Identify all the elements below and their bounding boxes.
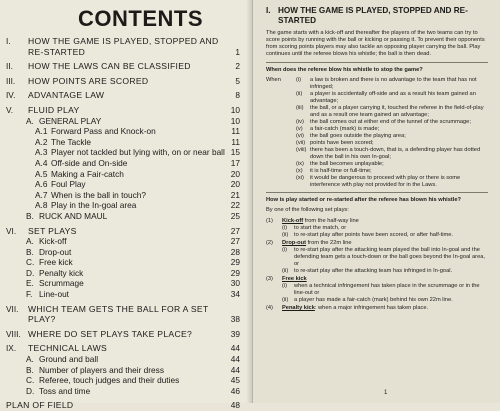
toc-entry-number: VI. [6,225,17,236]
toc-entry-number: A. [26,236,34,247]
toc-entry-title: Number of players and their dress [39,364,164,375]
toc-entry-page: 30 [230,278,240,289]
toc-entry-title: HOW POINTS ARE SCORED [28,75,149,86]
condition-text: a law is broken and there is no advantage to the team that has not infringed; [310,77,477,90]
toc-entry-title: Off-side and On-side [51,157,128,168]
toc-entry-page: 8 [235,90,240,101]
toc-entry-number: II. [6,61,13,72]
set-play-description: from the half-way line [303,218,359,224]
toc-entry-number: VII. [6,303,19,314]
case-numeral: (i) [282,225,288,231]
chapter-number: I. [266,6,271,15]
case-text: a player has made a fair-catch (mark) behind his own 22m line. [294,297,453,303]
toc-entry-page: 20 [230,168,240,179]
toc-entry-number: D. [26,385,35,396]
set-play-case [266,268,488,275]
chapter-title: HOW THE GAME IS PLAYED, STOPPED AND RE-STARTED [278,6,468,25]
toc-entry-page: 29 [230,267,240,278]
toc-entry [6,116,246,127]
case-text: to re-start play after points have been scored, or after half-time. [294,232,454,238]
condition-text: a fair-catch (mark) is made; [310,126,380,132]
toc-entry-title: Play in the In-goal area [51,200,137,211]
toc-entry-title: TECHNICAL LAWS [28,343,108,354]
toc-entry-title: Forward Pass and Knock-on [51,126,156,137]
intro-paragraph: The game starts with a kick-off and thereafter the players of the two teams can try to score points by running with the ball or kicking or passing it. To prevent their opponents from scoring points players may also tackle an opposing player carrying the ball. Play continues until the referee blows his whistle; the ball is then dead. [266,30,485,57]
toc-entry [6,289,246,300]
whistle-condition [266,119,488,126]
toc-entry-number: B. [26,246,34,257]
toc-entry-page: 44 [230,343,240,354]
toc-entry [6,343,246,354]
condition-text: it is half-time or full-time; [310,168,372,174]
condition-text: points have been scored; [310,140,374,146]
toc-entry-page: 5 [235,75,240,86]
toc-entry-number: E. [26,278,34,289]
toc-entry-number: VIII. [6,328,21,339]
set-play-case [266,297,488,304]
toc-entry-number: D. [26,267,35,278]
chapter-body [266,30,488,312]
toc-entry-page: 15 [230,147,240,158]
chapter-heading [266,6,492,26]
table-of-contents [6,36,246,411]
condition-numeral: (v) [296,126,303,132]
toc-entry-page: 44 [230,354,240,365]
toc-entry-title: The Tackle [51,136,91,147]
toc-entry-page: 48 [230,400,240,411]
toc-entry-number: IV. [6,90,16,101]
toc-entry [6,169,246,180]
toc-entry-title: Drop-out [39,246,72,257]
toc-entry [6,126,246,137]
toc-entry-page: 27 [230,225,240,236]
toc-entry-title: SET PLAYS [28,225,77,236]
toc-entry-title: PLAN OF FIELD [6,400,74,411]
condition-text: the ball becomes unplayable; [310,161,384,167]
toc-entry [6,304,246,325]
whistle-condition [266,168,488,175]
toc-entry [6,147,246,158]
set-play-name: Kick-off [282,218,304,224]
toc-entry-page: 20 [230,179,240,190]
toc-entry-title: GENERAL PLAY [39,115,102,126]
set-play-name: Drop-out [282,240,307,246]
set-play [266,276,488,283]
toc-entry [6,61,246,72]
toc-entry [6,36,246,57]
toc-entry [6,386,246,397]
toc-entry [6,179,246,190]
toc-entry [6,329,246,340]
toc-entry-number: I. [6,36,11,46]
toc-entry-title: FLUID PLAY [28,104,80,115]
toc-entry [6,400,246,411]
toc-entry [6,268,246,279]
condition-numeral: (viii) [296,147,307,153]
condition-numeral: (xi) [296,175,304,181]
condition-text: the ball goes outside the playing area; [310,133,406,139]
toc-entry-number: C. [26,375,35,386]
page-number: 1 [384,390,388,396]
toc-entry [6,211,246,222]
set-play-number: (3) [266,276,273,282]
whistle-condition [266,126,488,133]
toc-entry-number: B. [26,364,34,375]
toc-entry [6,90,246,101]
set-play-case [266,283,488,297]
condition-numeral: (iii) [296,105,304,111]
set-play-number: (4) [266,305,273,311]
case-text: to re-start play after the attacking team played the ball into In-goal and the defending team gets a touch-down or the ball goes beyond the In-goal area, or [294,247,485,267]
toc-entry-page: 45 [230,375,240,386]
case-numeral: (i) [282,247,288,253]
toc-entry-title: Ground and ball [39,354,99,365]
toc-entry-page: 17 [230,157,240,168]
whistle-condition [266,161,488,168]
toc-entry [6,278,246,289]
toc-entry [6,365,246,376]
toc-entry-page: 22 [230,200,240,211]
set-play-name: Penalty kick [282,305,315,311]
toc-entry-page: 10 [230,104,240,115]
toc-entry [6,200,246,211]
toc-entry-page: 46 [230,385,240,396]
set-play [266,240,488,247]
toc-entry [6,226,246,237]
toc-entry-number: A.3 [35,147,48,158]
toc-entry-title: Line-out [39,289,69,300]
toc-entry [6,354,246,365]
toc-entry-number: F. [26,289,33,300]
whistle-condition [266,105,488,119]
condition-text: it would be dangerous to proceed with play or there is some interference with play not provided for in the Laws. [310,175,461,188]
toc-entry-number: C. [26,257,35,268]
toc-entry-page: 27 [230,236,240,247]
case-numeral: (ii) [282,268,289,274]
toc-entry-page: 25 [230,210,240,221]
toc-entry [6,105,246,116]
whistle-condition [266,133,488,140]
condition-numeral: (ii) [296,91,303,97]
set-play-case [266,247,488,268]
toc-entry-title: Penalty kick [39,267,84,278]
toc-entry-title: Referee, touch judges and their duties [39,375,180,386]
toc-entry-page: 2 [235,61,240,72]
toc-entry [6,375,246,386]
toc-entry-title: WHICH TEAM GETS THE BALL FOR A SET PLAY? [28,303,209,325]
set-play [266,305,488,312]
toc-entry-page: 11 [231,136,240,147]
toc-entry-title: RUCK AND MAUL [39,210,108,221]
set-play-number: (1) [266,218,273,224]
case-numeral: (ii) [282,297,289,303]
set-play-case [266,232,488,239]
toc-entry-title: Player not tackled but lying with, on or near ball [51,147,225,158]
toc-entry-page: 11 [231,126,240,137]
question-heading: When does the referee blow his whistle to stop the game? [266,67,423,73]
toc-entry-page: 34 [230,289,240,300]
toc-entry-page: 28 [230,246,240,257]
toc-entry [6,247,246,258]
condition-numeral: (ix) [296,161,304,167]
divider [266,62,488,63]
set-plays-intro: By one of the following set plays: [266,207,349,213]
toc-entry-title: Scrummage [39,278,84,289]
toc-entry-title: Toss and time [39,385,91,396]
whistle-condition [266,175,488,189]
toc-entry-page: 1 [235,46,240,57]
set-play [266,218,488,225]
case-numeral: (i) [282,283,288,289]
toc-entry-page: 29 [230,257,240,268]
toc-entry-number: A.4 [35,157,48,168]
toc-entry-title: Kick-off [39,236,67,247]
toc-entry-number: A.6 [35,179,48,190]
toc-entry-number: A. [26,115,34,126]
toc-entry [6,158,246,169]
condition-numeral: (vi) [296,133,304,139]
whistle-condition [266,77,488,91]
toc-entry [6,76,246,87]
condition-numeral: (i) [296,77,302,83]
toc-entry-number: IX. [6,343,17,354]
set-play-name: Free kick [282,276,307,282]
toc-entry-title: WHERE DO SET PLAYS TAKE PLACE? [28,328,193,339]
toc-entry-page: 44 [230,364,240,375]
toc-entry-page: 10 [230,115,240,126]
condition-text: a player is accidentally off-side and as a result his team gained an advantage; [310,91,476,104]
contents-title: CONTENTS [78,6,203,31]
toc-entry-title: ADVANTAGE LAW [28,90,105,101]
whistle-conditions-list [266,77,488,189]
question-heading: How is play started or re-started after the referee has blown his whistle? [266,197,462,203]
toc-entry-page: 21 [230,189,240,200]
toc-entry-number: V. [6,104,14,115]
toc-entry-number: B. [26,210,34,221]
toc-entry-page: 39 [230,328,240,339]
toc-entry [6,236,246,247]
condition-text: there has been a touch-down, that is, a defending player has dotted down the ball in his own In-goal; [310,147,481,160]
case-text: to re-start play after the attacking team has infringed in In-goal. [294,268,453,274]
toc-entry [6,190,246,201]
set-play-case [266,225,488,232]
toc-entry [6,137,246,148]
whistle-condition [266,147,488,161]
condition-numeral: (x) [296,168,303,174]
toc-entry-number: A.8 [35,200,48,211]
set-play-description: from the 22m line [306,240,352,246]
divider [266,192,488,193]
set-play-number: (2) [266,240,273,246]
toc-entry-title: Making a Fair-catch [51,168,124,179]
case-text: when a technical infringement has taken place in the scrummage or in the line-out or [294,283,480,296]
set-plays-list [266,218,488,312]
condition-numeral: (iv) [296,119,304,125]
toc-entry-number: A.5 [35,168,48,179]
toc-entry-title: When is the ball in touch? [51,189,147,200]
toc-entry-page: 38 [230,314,240,325]
toc-entry-title: HOW THE LAWS CAN BE CLASSIFIED [28,61,191,72]
toc-entry-number: A.7 [35,189,48,200]
set-play-description: : when a major infringement has taken place. [314,305,429,311]
condition-text: the ball comes out at either end of the tunnel of the scrummage; [310,119,471,125]
condition-text: the ball, or a player carrying it, touched the referee in the field-of-play and as a result one team gained an advantage; [310,105,484,118]
case-text: to start the match, or [294,225,347,231]
toc-entry-number: A.1 [35,126,48,137]
condition-numeral: (vii) [296,140,306,146]
toc-entry-number: A. [26,354,34,365]
whistle-condition [266,140,488,147]
toc-entry-number: A.2 [35,136,48,147]
when-label: When [266,77,281,83]
toc-entry [6,257,246,268]
case-numeral: (ii) [282,232,289,238]
toc-entry-title: Foul Play [51,179,86,190]
toc-entry-number: III. [6,75,16,86]
toc-entry-title: Free kick [39,257,73,268]
whistle-condition [266,91,488,105]
toc-entry-title: HOW THE GAME IS PLAYED, STOPPED AND RE-STARTED [28,36,219,57]
